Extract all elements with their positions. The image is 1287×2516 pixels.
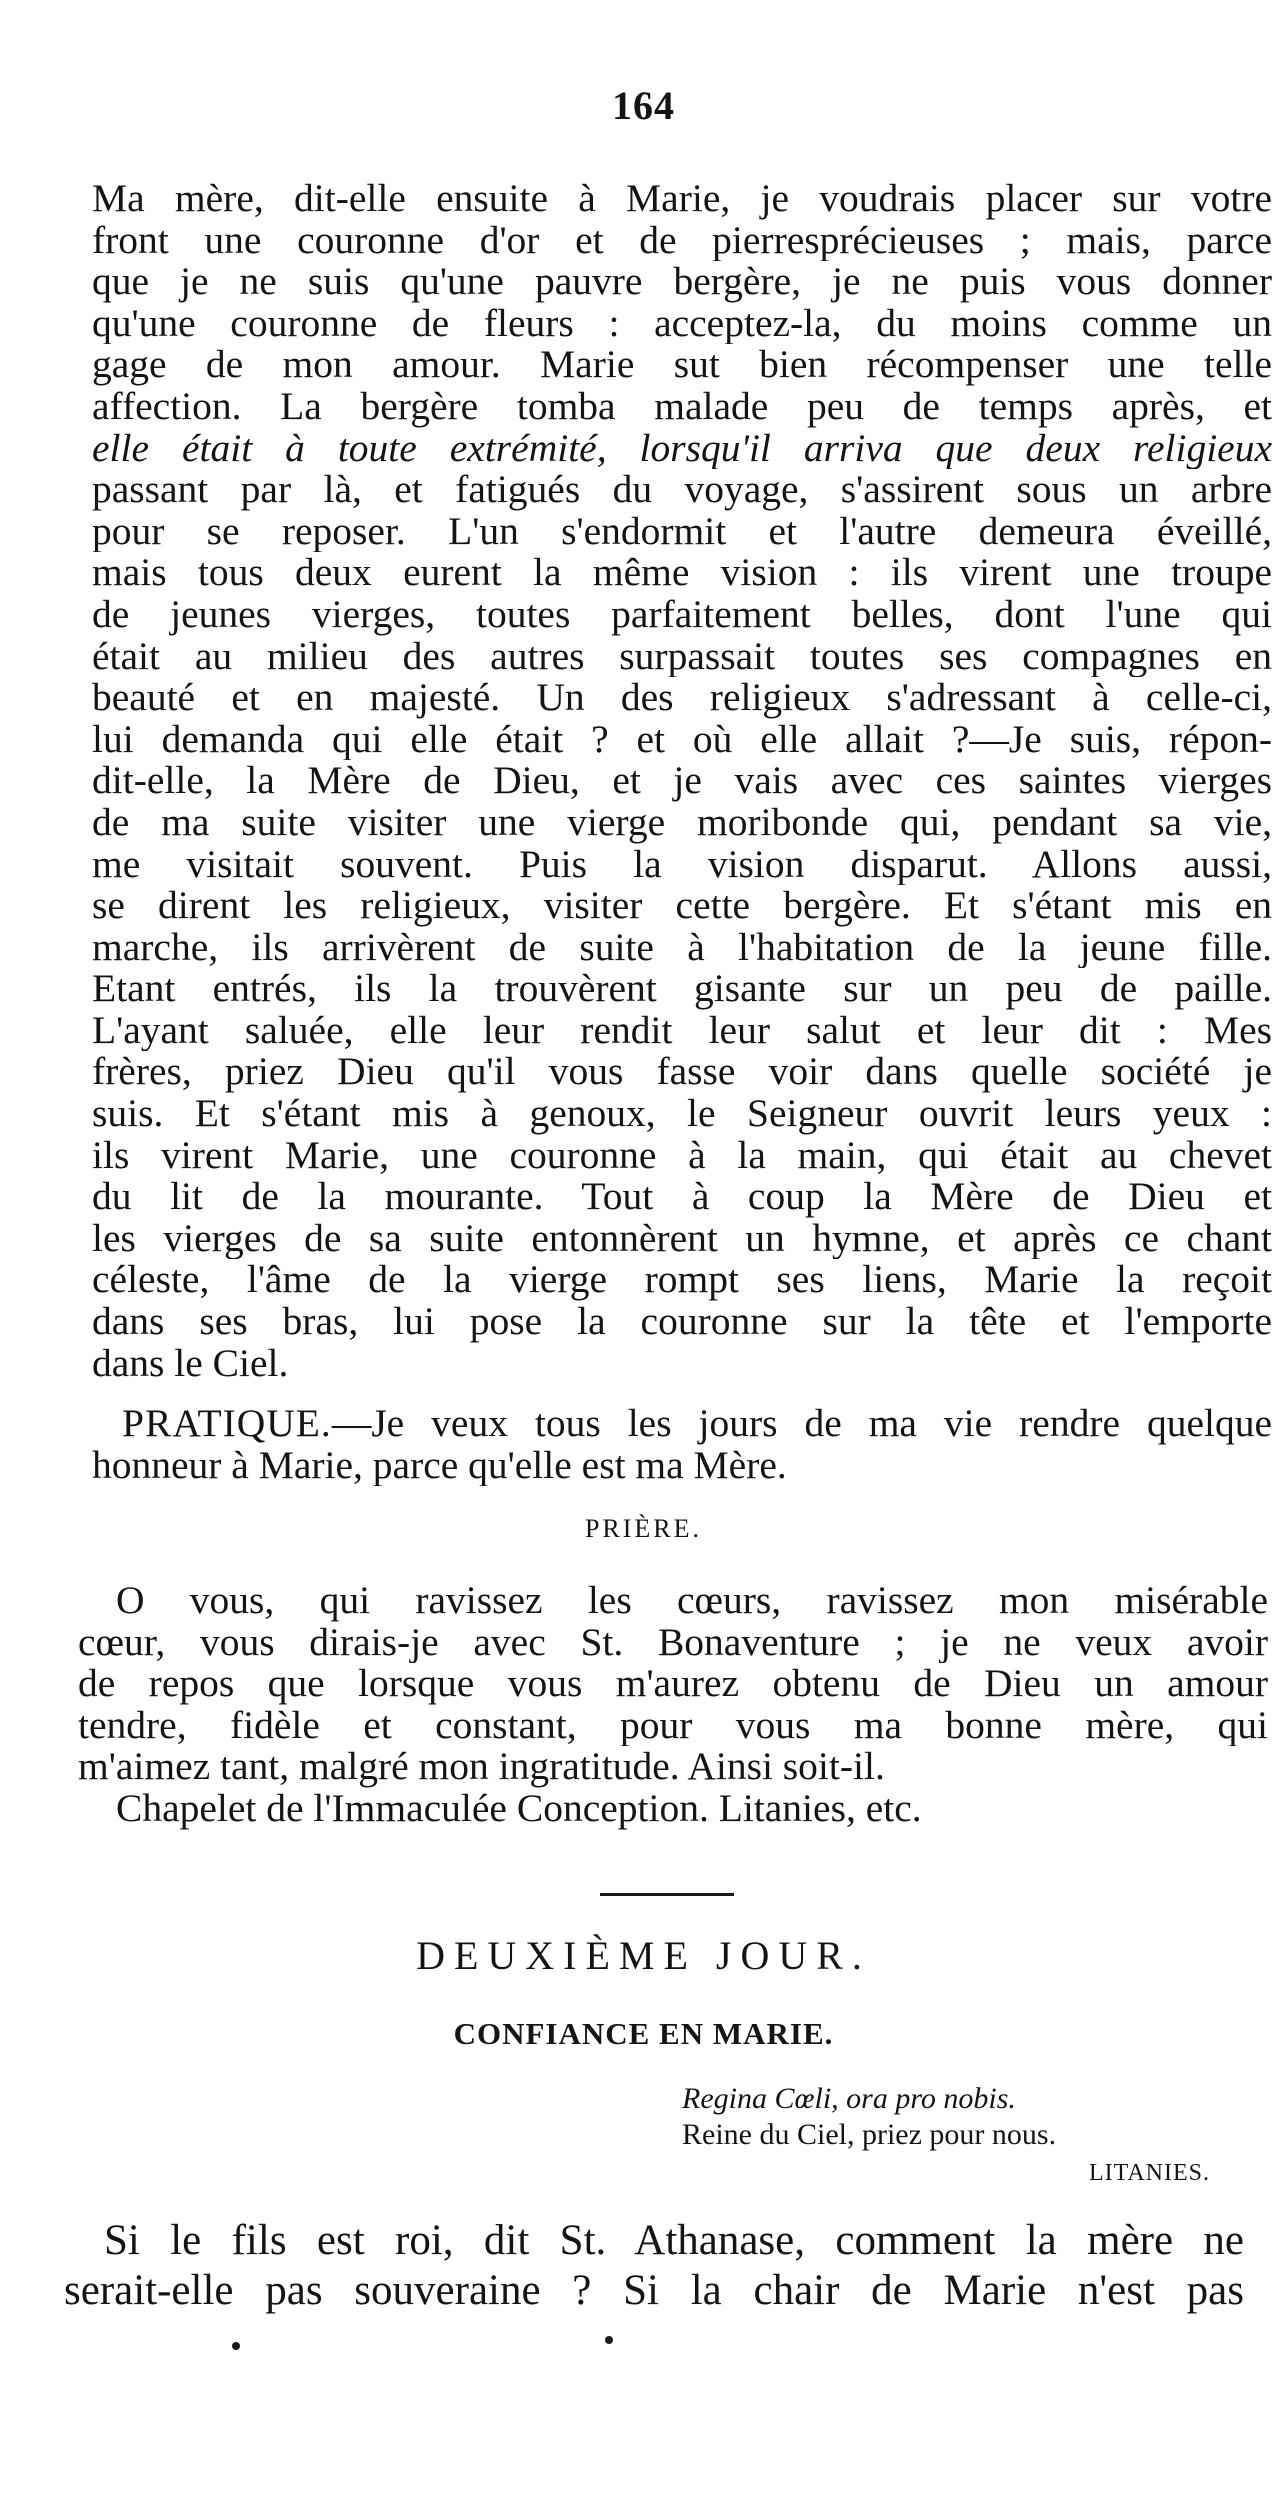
text-line: que je ne suis qu'une pauvre bergère, je ne puis vous donner xyxy=(92,261,1272,303)
pratique-label: PRATIQUE. xyxy=(122,1403,332,1445)
text-line: mais tous deux eurent la même vision : ils virent une troupe xyxy=(92,552,1272,594)
ink-speck xyxy=(605,2336,613,2344)
ink-speck xyxy=(232,2342,240,2350)
epigraph-source: LITANIES. xyxy=(1088,2160,1210,2186)
page-number: 164 xyxy=(612,83,675,128)
priere-line: de repos que lorsque vous m'aurez obtenu de Dieu un amour xyxy=(78,1663,1268,1705)
pratique-paragraph xyxy=(92,1403,1272,1486)
text-line: se dirent les religieux, visiter cette bergère. Et s'étant mis en xyxy=(92,885,1272,927)
priere-line: cœur, vous dirais-je avec St. Bonaventure ; je ne veux avoir xyxy=(78,1621,1268,1664)
epigraph-french: Reine du Ciel, priez pour nous. xyxy=(682,2118,1057,2151)
text-line: Ma mère, dit-elle ensuite à Marie, je voudrais placer sur votre xyxy=(92,178,1272,220)
section-divider xyxy=(600,1893,734,1896)
section-body xyxy=(64,2216,1244,2316)
priere-paragraph xyxy=(78,1580,1268,1830)
pratique-line xyxy=(92,1403,1272,1445)
section-subtitle: CONFIANCE EN MARIE. xyxy=(453,2016,834,2051)
text-line: suis. Et s'étant mis à genoux, le Seigneur ouvrit leurs yeux : xyxy=(92,1093,1272,1135)
text-line: de ma suite visiter une vierge moribonde qui, pendant sa vie, xyxy=(92,801,1272,844)
priere-line: Chapelet de l'Immaculée Conception. Litanies, etc. xyxy=(116,1787,922,1830)
priere-line: tendre, fidèle et constant, pour vous ma bonne mère, qui xyxy=(78,1704,1268,1747)
text-line: pour se reposer. L'un s'endormit et l'autre demeura éveillé, xyxy=(92,510,1272,553)
text-line: Si le fils est roi, dit St. Athanase, comment la mère ne xyxy=(104,2217,1244,2264)
priere-line: m'aimez tant, malgré mon ingratitude. Ainsi soit-il. xyxy=(78,1746,885,1788)
text-line: qu'une couronne de fleurs : acceptez-la, du moins comme un xyxy=(92,302,1272,345)
text-line: dit-elle, la Mère de Dieu, et je vais avec ces saintes vierges xyxy=(92,760,1272,802)
text-line: affection. La bergère tomba malade peu de temps après, et xyxy=(92,385,1272,428)
pratique-line: honneur à Marie, parce qu'elle est ma Mère. xyxy=(92,1444,787,1487)
text-line: serait-elle pas souveraine ? Si la chair de Marie n'est pas xyxy=(64,2267,1244,2314)
text-line: L'ayant saluée, elle leur rendit leur salut et leur dit : Mes xyxy=(92,1009,1272,1052)
text-line: les vierges de sa suite entonnèrent un hymne, et après ce chant xyxy=(92,1217,1272,1260)
text-line: Etant entrés, ils la trouvèrent gisante sur un peu de paille. xyxy=(92,968,1272,1010)
main-text xyxy=(92,178,1272,1384)
text-line: front une couronne d'or et de pierresprécieuses ; mais, parce xyxy=(92,219,1272,262)
text-line: était au milieu des autres surpassait toutes ses compagnes en xyxy=(92,635,1272,678)
text-line: marche, ils arrivèrent de suite à l'habitation de la jeune fille. xyxy=(92,926,1272,969)
text-line: elle était à toute extrémité, lorsqu'il arriva que deux religieux xyxy=(92,427,1272,470)
pratique-text: —Je veux tous les jours de ma vie rendre quelque xyxy=(331,1403,1272,1445)
epigraph-latin: Regina Cœli, ora pro nobis. xyxy=(682,2082,1016,2115)
text-line: gage de mon amour. Marie sut bien récompenser une telle xyxy=(92,344,1272,386)
text-line: de jeunes vierges, toutes parfaitement belles, dont l'une qui xyxy=(92,593,1272,636)
text-line: ils virent Marie, une couronne à la main, qui était au chevet xyxy=(92,1134,1272,1177)
section-title: DEUXIÈME JOUR. xyxy=(416,1933,871,1978)
text-line: du lit de la mourante. Tout à coup la Mère de Dieu et xyxy=(92,1176,1272,1218)
text-line: lui demanda qui elle était ? et où elle allait ?—Je suis, répon- xyxy=(92,718,1272,761)
text-line: frères, priez Dieu qu'il vous fasse voir dans quelle société je xyxy=(92,1051,1272,1094)
text-line: me visitait souvent. Puis la vision disparut. Allons aussi, xyxy=(92,843,1272,886)
text-line: passant par là, et fatigués du voyage, s'assirent sous un arbre xyxy=(92,469,1272,511)
priere-heading: PRIÈRE. xyxy=(584,1514,703,1543)
text-line: dans le Ciel. xyxy=(92,1342,289,1385)
priere-line: O vous, qui ravissez les cœurs, ravissez mon misérable xyxy=(116,1580,1268,1622)
text-line: beauté et en majesté. Un des religieux s'adressant à celle-ci, xyxy=(92,677,1272,719)
text-line: céleste, l'âme de la vierge rompt ses liens, Marie la reçoit xyxy=(92,1259,1272,1302)
text-line: dans ses bras, lui pose la couronne sur la tête et l'emporte xyxy=(92,1301,1272,1343)
